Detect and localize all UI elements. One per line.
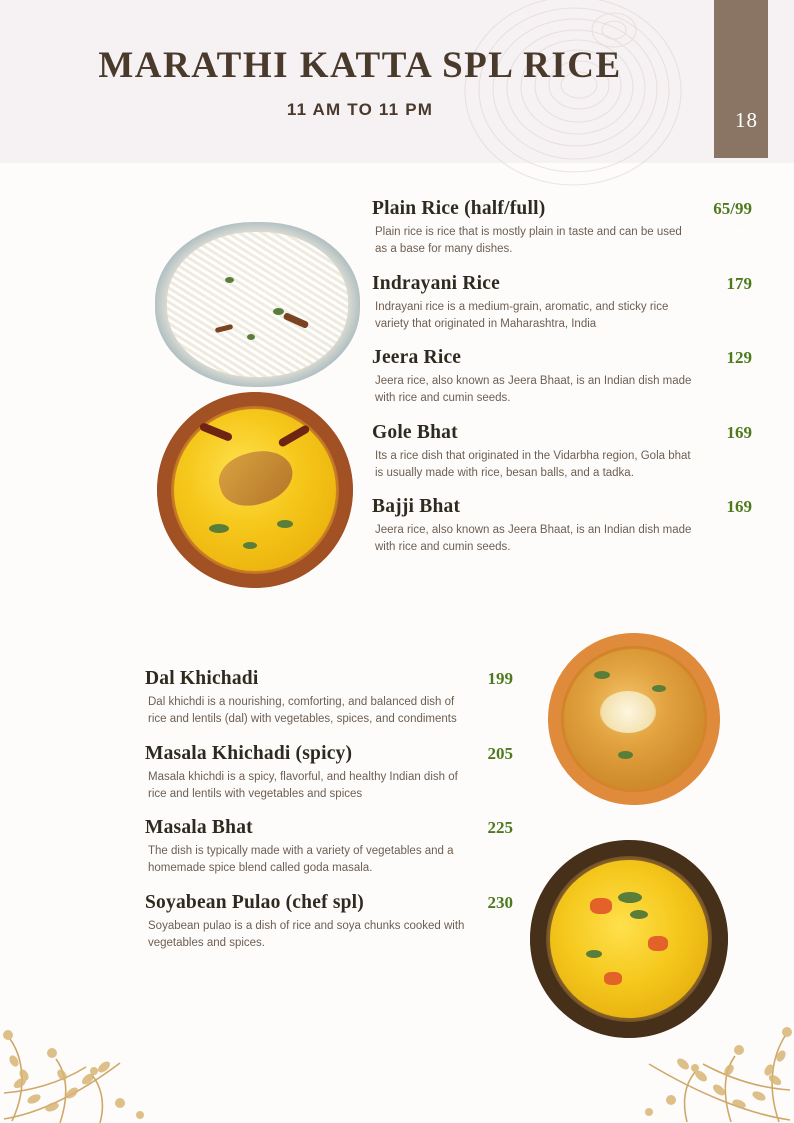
rice-items-list (372, 198, 752, 561)
yellow-rice-photo (157, 392, 353, 588)
item-description: Plain rice is rice that is mostly plain in taste and can be used as a base for many dishes. (375, 226, 682, 256)
floral-ornament-right-icon (579, 938, 794, 1123)
item-price: 169 (726, 497, 752, 516)
page-tab (714, 0, 768, 158)
item-name: Masala Bhat (145, 817, 253, 838)
item-description: Jeera rice, also known as Jeera Bhaat, is an Indian dish made with rice and cumin seeds. (375, 375, 692, 405)
item-price: 225 (487, 818, 513, 837)
item-name: Soyabean Pulao (chef spl) (145, 891, 364, 913)
menu-item[interactable] (372, 496, 752, 557)
item-description: Its a rice dish that originated in the Vidarbha region, Gola bhat is usually made with rice, besan balls, and a tadka. (375, 449, 691, 479)
page-header (0, 0, 794, 163)
floral-ornament-left-icon (0, 943, 230, 1123)
item-price: 129 (726, 348, 752, 367)
item-price-secondary: 05 (737, 225, 748, 237)
menu-item[interactable] (372, 198, 752, 259)
item-description: Jeera rice, also known as Jeera Bhaat, is an Indian dish made with rice and cumin seeds. (375, 524, 692, 554)
page-title: MARATHI KATTA SPL RICE (98, 45, 622, 86)
menu-item[interactable] (372, 273, 752, 334)
menu-item[interactable] (145, 817, 513, 878)
item-price: 65/99 (713, 199, 752, 218)
item-name: Dal Khichadi (145, 668, 259, 689)
item-name: Masala Khichadi (spicy) (145, 742, 353, 764)
item-description: Dal khichdi is a nourishing, comforting, and balanced dish of rice and lentils (dal) with vegetables, spices, and condiments (148, 696, 457, 726)
item-price: 205 (487, 743, 513, 763)
item-description: Soyabean pulao is a dish of rice and soya chunks cooked with vegetables and spices. (148, 919, 465, 949)
page-number: 18 (735, 108, 758, 132)
item-name: Bajji Bhat (372, 496, 461, 517)
item-price: 230 (487, 892, 513, 912)
plain-rice-photo (155, 222, 360, 387)
item-name: Gole Bhat (372, 421, 458, 443)
menu-item[interactable] (145, 668, 513, 729)
item-name: Plain Rice (half/full) (372, 198, 546, 219)
item-name: Indrayani Rice (372, 272, 500, 294)
item-name: Jeera Rice (372, 347, 462, 368)
menu-item[interactable] (372, 422, 752, 483)
item-price: 179 (726, 273, 752, 293)
dal-khichadi-photo (548, 633, 720, 805)
item-price: 169 (726, 422, 752, 442)
menu-item[interactable] (145, 743, 513, 804)
item-price: 199 (487, 669, 513, 688)
khichadi-items-list (145, 668, 513, 956)
item-description: Indrayani rice is a medium-grain, aromatic, and sticky rice variety that originated in Maharashtra, India (375, 300, 669, 330)
item-description: Masala khichdi is a spicy, flavorful, and healthy Indian dish of rice and lentils with vegetables and spices (148, 770, 458, 800)
item-description: The dish is typically made with a variety of vegetables and a homemade spice blend called goda masala. (148, 845, 454, 875)
page-subtitle: 11 AM TO 11 PM (286, 100, 434, 119)
menu-item[interactable] (372, 347, 752, 408)
